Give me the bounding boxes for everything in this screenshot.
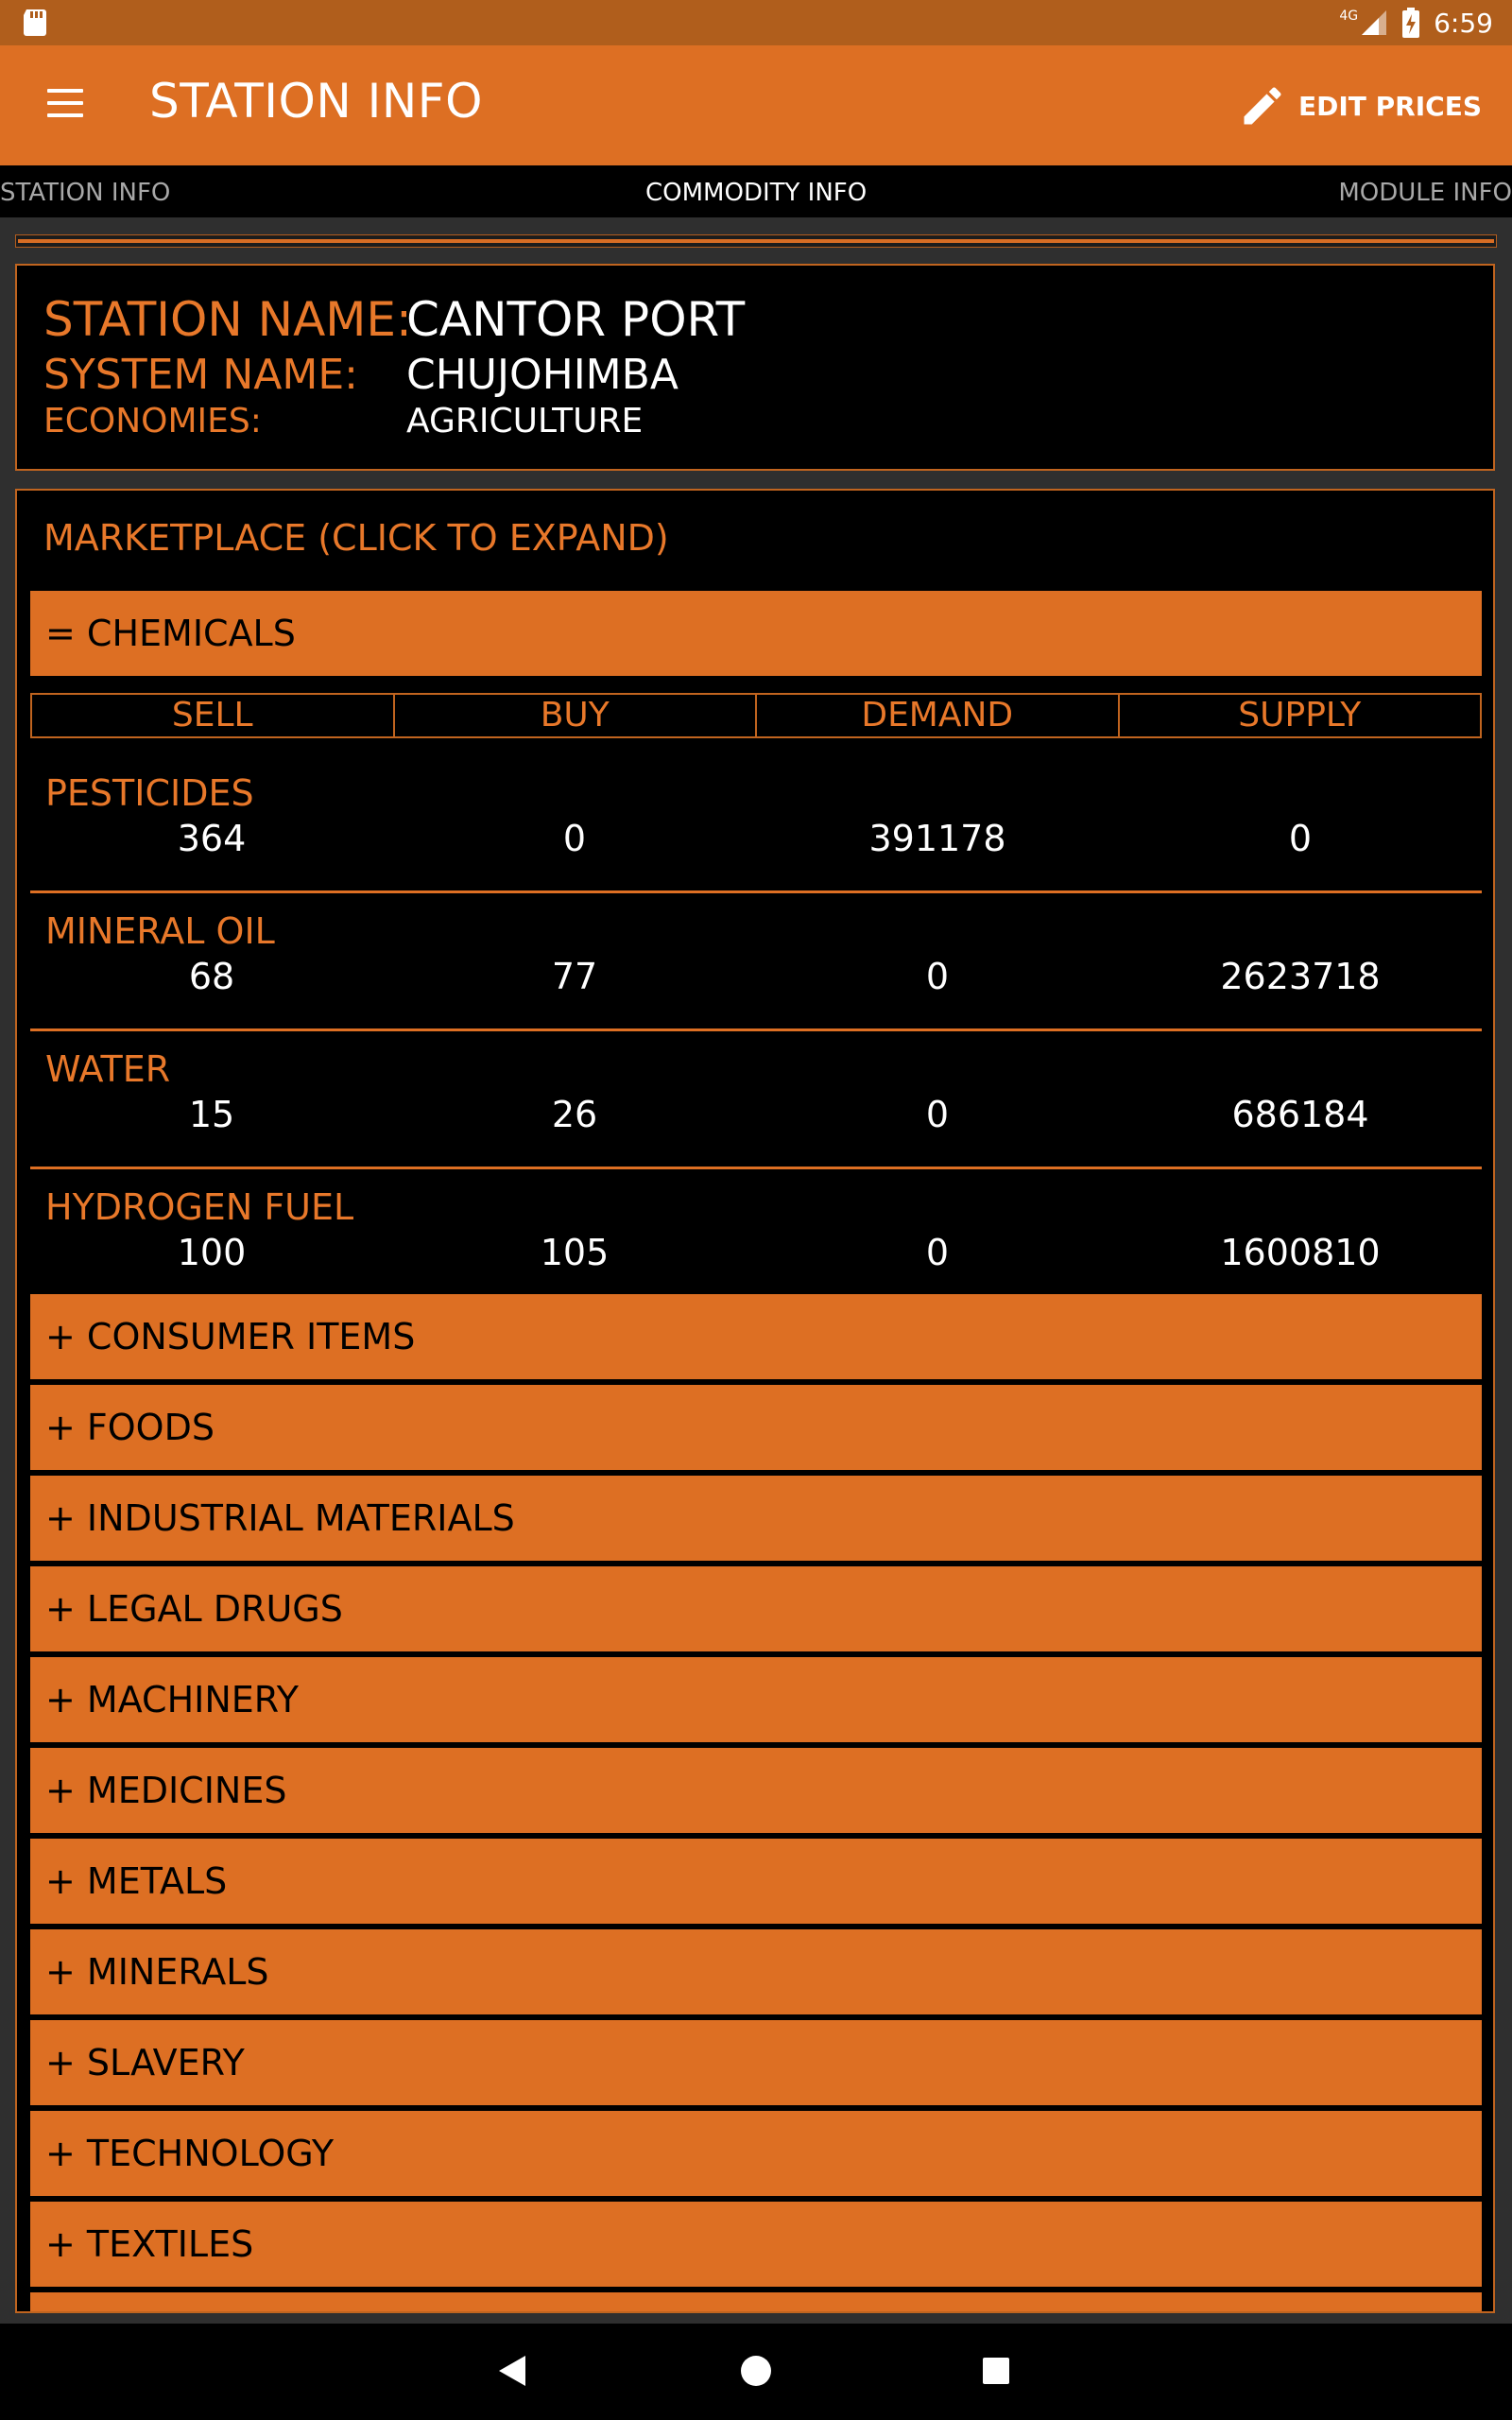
category-header-medicines[interactable]: + MEDICINES bbox=[30, 1748, 1482, 1833]
category-header-technology[interactable]: + TECHNOLOGY bbox=[30, 2111, 1482, 2196]
station-name: CANTOR PORT bbox=[406, 292, 746, 347]
buy-price: 77 bbox=[551, 956, 598, 997]
system-name-label: SYSTEM NAME: bbox=[43, 351, 358, 399]
column-header-buy: BUY bbox=[395, 693, 758, 738]
tab-commodity-info[interactable]: COMMODITY INFO bbox=[645, 179, 868, 207]
supply-value: 686184 bbox=[1231, 1094, 1369, 1135]
pencil-icon bbox=[1238, 81, 1287, 130]
demand-value: 0 bbox=[925, 1094, 950, 1135]
supply-value: 0 bbox=[1288, 818, 1313, 859]
tab-indicator-track bbox=[15, 234, 1497, 248]
battery-charging-icon bbox=[1401, 8, 1420, 38]
category-header-foods[interactable]: + FOODS bbox=[30, 1385, 1482, 1470]
supply-value: 1600810 bbox=[1220, 1232, 1381, 1273]
recent-apps-icon[interactable] bbox=[983, 2358, 1009, 2384]
tab-indicator bbox=[18, 239, 1494, 243]
home-icon[interactable] bbox=[741, 2356, 771, 2386]
economies-label: ECONOMIES: bbox=[43, 402, 262, 441]
commodity-row[interactable] bbox=[30, 893, 1482, 1031]
column-header-sell: SELL bbox=[30, 693, 395, 738]
back-icon[interactable] bbox=[499, 2356, 525, 2386]
category-header-machinery[interactable]: + MACHINERY bbox=[30, 1657, 1482, 1742]
station-name-label: STATION NAME: bbox=[43, 292, 412, 347]
commodity-row[interactable] bbox=[30, 1031, 1482, 1169]
edit-prices-label: EDIT PRICES bbox=[1298, 90, 1482, 122]
economies-value: AGRICULTURE bbox=[406, 402, 644, 441]
commodity-row[interactable] bbox=[30, 755, 1482, 893]
commodity-name: PESTICIDES bbox=[45, 772, 254, 814]
sell-price: 68 bbox=[188, 956, 235, 997]
category-header-legal-drugs[interactable]: + LEGAL DRUGS bbox=[30, 1566, 1482, 1651]
column-header-demand: DEMAND bbox=[757, 693, 1120, 738]
tab-station-info[interactable]: STATION INFO bbox=[0, 179, 171, 207]
station-info-panel bbox=[15, 264, 1495, 471]
column-header-supply: SUPPLY bbox=[1120, 693, 1483, 738]
buy-price: 26 bbox=[551, 1094, 598, 1135]
marketplace-panel bbox=[15, 489, 1495, 2313]
category-header-metals[interactable]: + METALS bbox=[30, 1839, 1482, 1924]
demand-value: 0 bbox=[925, 956, 950, 997]
commodity-name: HYDROGEN FUEL bbox=[45, 1186, 354, 1228]
edit-prices-button[interactable] bbox=[1238, 79, 1482, 132]
category-header-consumer-items[interactable]: + CONSUMER ITEMS bbox=[30, 1294, 1482, 1379]
sell-price: 100 bbox=[177, 1232, 247, 1273]
category-header-chemicals[interactable]: = CHEMICALS bbox=[30, 591, 1482, 676]
sell-price: 364 bbox=[177, 818, 247, 859]
clock: 6:59 bbox=[1434, 7, 1493, 39]
network-type: 4G bbox=[1339, 9, 1359, 24]
tab-bar bbox=[0, 165, 1512, 217]
category-header-textiles[interactable]: + TEXTILES bbox=[30, 2202, 1482, 2287]
buy-price: 105 bbox=[540, 1232, 610, 1273]
sell-price: 15 bbox=[188, 1094, 235, 1135]
supply-value: 2623718 bbox=[1220, 956, 1381, 997]
demand-value: 391178 bbox=[868, 818, 1006, 859]
commodity-name: WATER bbox=[45, 1048, 171, 1090]
category-header-minerals[interactable]: + MINERALS bbox=[30, 1929, 1482, 2014]
status-bar bbox=[0, 0, 1512, 45]
commodity-name: MINERAL OIL bbox=[45, 910, 275, 952]
marketplace-title[interactable]: MARKETPLACE (CLICK TO EXPAND) bbox=[43, 517, 669, 559]
signal-icon bbox=[1360, 9, 1388, 37]
category-header-slavery[interactable]: + SLAVERY bbox=[30, 2020, 1482, 2105]
category-header-industrial-materials[interactable]: + INDUSTRIAL MATERIALS bbox=[30, 1476, 1482, 1561]
buy-price: 0 bbox=[562, 818, 587, 859]
app-bar bbox=[0, 45, 1512, 165]
sd-card-icon bbox=[23, 9, 47, 36]
page-title: STATION INFO bbox=[149, 74, 483, 129]
demand-value: 0 bbox=[925, 1232, 950, 1273]
menu-icon[interactable] bbox=[47, 89, 87, 123]
tab-module-info[interactable]: MODULE INFO bbox=[1338, 179, 1512, 207]
system-nav-bar bbox=[0, 2324, 1512, 2420]
commodity-row[interactable] bbox=[30, 1169, 1482, 1307]
system-name: CHUJOHIMBA bbox=[406, 351, 679, 399]
column-headers bbox=[30, 693, 1482, 738]
category-header-partial[interactable] bbox=[30, 2292, 1482, 2313]
